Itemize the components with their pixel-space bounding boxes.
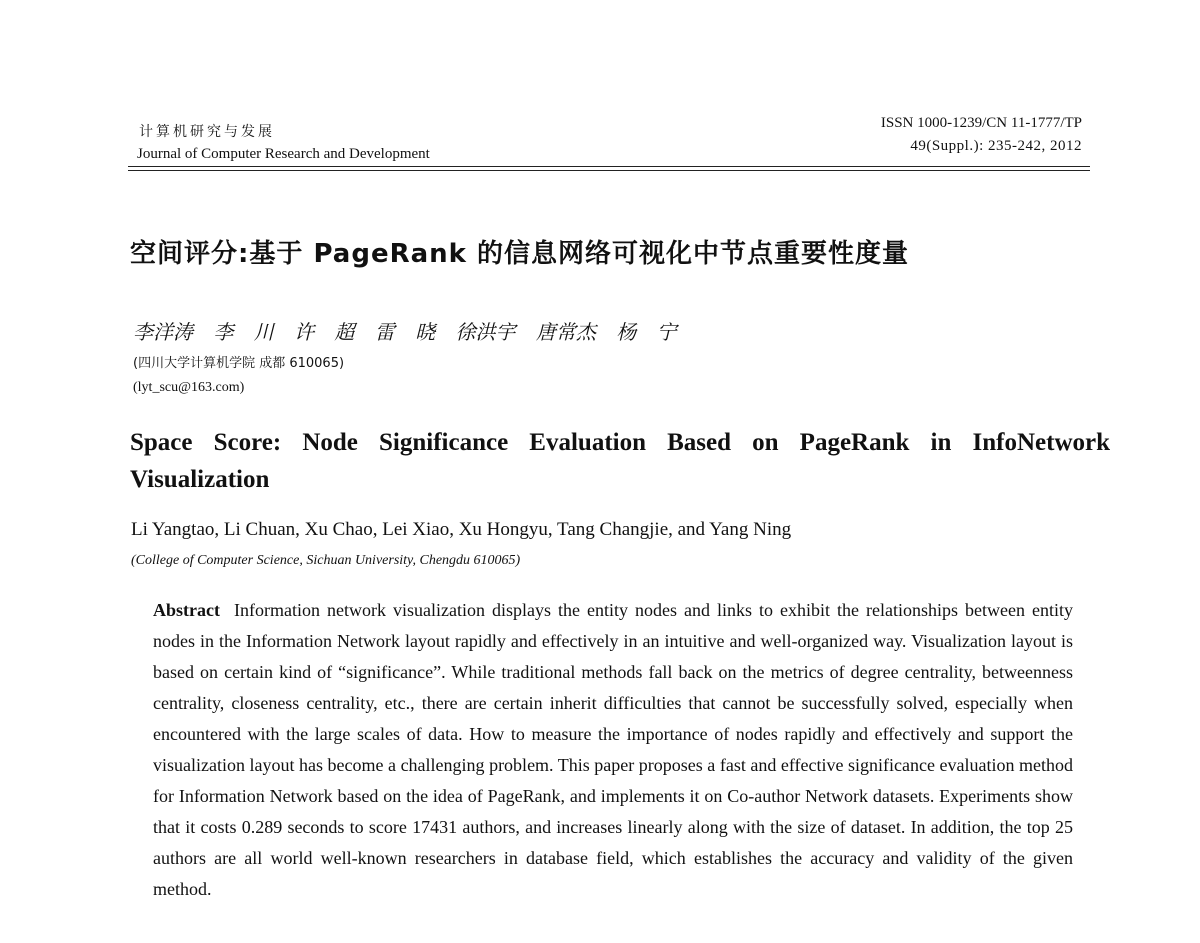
affiliation-en: (College of Computer Science, Sichuan University, Chengdu 610065) bbox=[131, 553, 521, 568]
header-rule-bottom bbox=[128, 170, 1090, 171]
header-rule-top bbox=[128, 166, 1090, 167]
paper-title-en: Space Score: Node Significance Evaluation Based on PageRank in InfoNetwork Visualization bbox=[130, 429, 1110, 493]
authors-en: Li Yangtao, Li Chuan, Xu Chao, Lei Xiao, Xu Hongyu, Tang Changjie, and Yang Ning bbox=[131, 519, 792, 540]
journal-volume: 49(Suppl.): 235-242, 2012 bbox=[910, 138, 1082, 154]
authors-cn: 李洋涛 李 川 许 超 雷 晓 徐洪宇 唐常杰 杨 宁 bbox=[133, 320, 677, 344]
abstract bbox=[153, 595, 1073, 905]
journal-issn: ISSN 1000-1239/CN 11-1777/TP bbox=[880, 115, 1082, 131]
journal-title-cn: 计算机研究与发展 bbox=[139, 124, 275, 140]
journal-title-en: Journal of Computer Research and Development bbox=[137, 146, 430, 162]
affiliation-cn: (四川大学计算机学院 成都 610065) bbox=[133, 356, 345, 371]
abstract-label: Abstract bbox=[153, 600, 220, 620]
author-email: (lyt_scu@163.com) bbox=[133, 380, 245, 395]
abstract-text: Information network visualization displays the entity nodes and links to exhibit the relationships between entity nodes in the Information Network layout rapidly and effectively in an intuitive and well-organized way. Visualization layout is based on certain kind of “significance”. While traditional methods fall back on the metrics of degree centrality, betweenness centrality, closeness centrality, etc., there are certain inherit difficulties that cannot be successfully solved, especially when encountered with the large scales of data. How to measure the importance of nodes rapidly and effectively and support the visualization layout has become a challenging problem. This paper proposes a fast and effective significance evaluation method for Information Network based on the idea of PageRank, and implements it on Co-author Network datasets. Experiments show that it costs 0.289 seconds to score 17431 authors, and increases linearly along with the size of dataset. In addition, the top 25 authors are all world well-known researchers in database field, which establishes the accuracy and validity of the given method. bbox=[153, 600, 1073, 899]
paper-title-cn: 空间评分:基于 PageRank 的信息网络可视化中节点重要性度量 bbox=[130, 239, 910, 269]
